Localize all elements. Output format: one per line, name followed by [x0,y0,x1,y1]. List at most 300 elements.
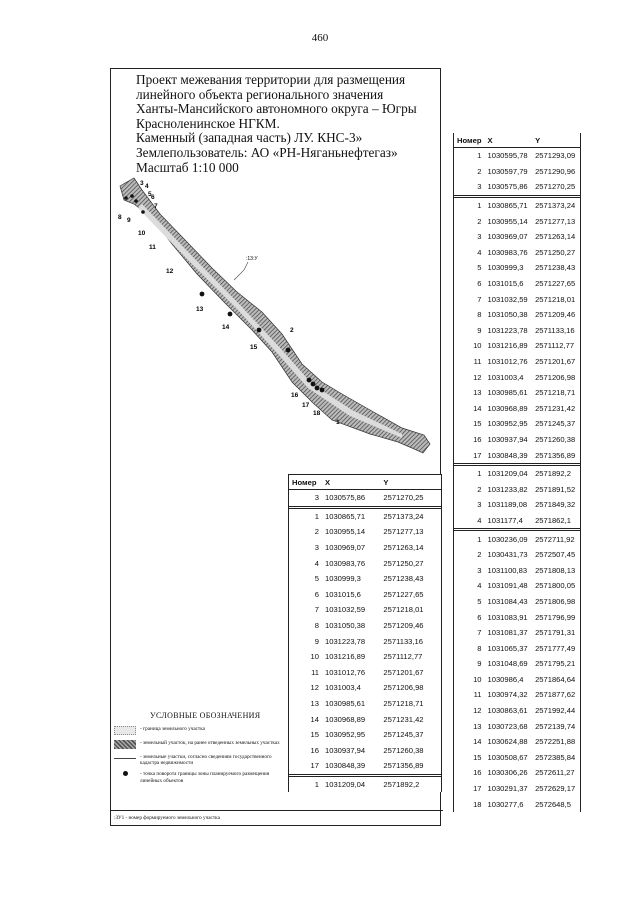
boundary-symbol-icon [114,726,136,735]
cell-number: 13 [473,388,482,398]
legend-item-text: - земельные участки, согласно сведениям государственного кадастра недвижимости [140,754,272,767]
cell-y: 2571277,13 [383,527,424,537]
table-row [454,196,580,213]
table-row [454,765,580,781]
cell-x: 1031209,04 [325,779,366,789]
map-title [136,73,436,175]
cell-x: 1030595,78 [487,151,528,161]
point-label: 5 [148,191,152,198]
title-line: Проект межевания территории для размещения [136,72,406,87]
cell-y: 2571206,98 [535,372,576,382]
title-line: Каменный (западная часть) ЛУ. КНС-3» [136,130,363,146]
column-header: Y [380,475,441,490]
cell-y: 2572251,88 [535,737,576,747]
turn-point-symbol-icon [114,771,136,780]
cell-x: 1030974,32 [487,690,528,700]
cell-y: 2571206,98 [383,683,424,693]
cell-x: 1030624,88 [487,737,528,747]
cell-number: 3 [477,182,482,192]
cell-y: 2571892,2 [383,779,420,789]
point-marker [228,312,233,317]
cell-number: 10 [310,652,319,662]
point-label: 10 [138,230,146,237]
cell-y: 2571892,2 [535,469,571,479]
cell-x: 1030508,67 [487,752,528,762]
cell-y: 2571238,43 [383,574,424,584]
table-row [454,338,580,354]
cell-y: 2571209,46 [383,621,424,631]
table-row [289,571,441,587]
cell-x: 1031048,69 [487,659,528,669]
cell-number: 7 [477,628,482,638]
table-row [289,649,441,665]
cell-y: 2571373,24 [535,201,576,211]
cell-number: 5 [477,263,482,273]
table-row [454,164,580,180]
cell-y: 2571133,16 [383,636,423,646]
cell-number: 12 [473,372,482,382]
cell-number: 2 [477,166,482,176]
cell-number: 3 [314,493,319,503]
cell-number: 18 [473,799,482,809]
table-row [289,490,441,508]
cell-number: 1 [314,779,319,789]
map-drawing [112,172,442,462]
cell-x: 1031216,89 [487,341,528,351]
cell-x: 1030983,76 [325,558,366,568]
table-row [289,711,441,727]
table-row [289,507,441,524]
cell-number: 4 [314,558,319,568]
cell-number: 10 [473,674,482,684]
cell-x: 1030955,14 [325,527,366,537]
point-marker [307,378,312,383]
point-marker [141,210,145,214]
table-row [454,547,580,563]
table-row [454,640,580,656]
cell-x: 1030986,4 [487,674,524,684]
cell-number: 12 [310,683,319,693]
cell-x: 1030968,89 [325,714,366,724]
cell-x: 1030952,95 [487,419,528,429]
point-label: 16 [291,392,299,399]
cell-x: 1030597,79 [487,166,528,176]
cell-x: 1030575,86 [487,182,528,192]
cell-number: 11 [473,690,482,700]
cell-x: 1030955,14 [487,216,528,226]
cell-y: 2571263,14 [383,543,424,553]
cell-number: 14 [473,403,482,413]
cell-number: 9 [314,636,319,646]
cell-y: 2571796,99 [535,612,576,622]
cell-x: 1031177,4 [487,515,523,525]
cell-y: 2571250,27 [535,247,576,257]
table-row [289,633,441,649]
cell-x: 1031216,89 [325,652,366,662]
legend-item-text: - точка поворота границы зоны планируемого размещения линейных объектов [140,771,270,784]
cell-x: 1031015,6 [325,589,361,599]
point-label: 17 [302,402,310,409]
cell-number: 14 [310,714,319,724]
table-row [454,796,580,812]
cell-number: 1 [477,201,482,211]
legend-item [114,754,284,766]
table-row [454,481,580,497]
table-row [454,307,580,323]
cell-x: 1031003,4 [487,372,524,382]
cell-y: 2571877,62 [535,690,576,700]
table-row [454,401,580,417]
cell-y: 2571290,96 [535,166,576,176]
legend-item-text: - земельный участок, на ранее отведенных земельных участках [140,740,280,746]
point-marker [311,382,316,387]
coords-table [289,475,441,792]
cell-y: 2572507,45 [535,550,576,560]
point-label: 14 [222,324,230,331]
table-row [454,276,580,292]
cell-y: 2571795,21 [535,659,576,669]
table-row [454,703,580,719]
cell-y: 2571356,89 [383,761,424,771]
title-line: Красноленинское НГКМ. [136,115,280,131]
cell-y: 2571250,27 [383,558,424,568]
callout-label: :13:У [246,256,258,262]
point-marker [320,388,325,393]
table-row [454,369,580,385]
cell-number: 4 [477,515,482,525]
cell-number: 15 [473,419,482,429]
cell-x: 1030999,3 [487,263,524,273]
table-row [454,750,580,766]
cell-y: 2571862,1 [535,515,571,525]
cell-x: 1030985,61 [487,388,528,398]
cell-number: 16 [310,745,319,755]
cell-y: 2571218,71 [383,699,424,709]
cell-y: 2571864,64 [535,674,576,684]
coordinates-table-right [453,133,581,812]
coords-table [454,133,580,812]
cell-number: 14 [473,737,482,747]
cell-y: 2571800,05 [535,581,576,591]
cell-number: 6 [314,589,319,599]
cell-number: 17 [473,450,482,460]
pipeline-corridor [120,178,430,453]
cell-x: 1030236,09 [487,534,528,544]
cell-y: 2571791,31 [535,628,576,638]
cell-x: 1031091,48 [487,581,528,591]
table-row [454,291,580,307]
table-row [289,758,441,775]
cell-x: 1030952,95 [325,730,366,740]
column-header: Номер [454,133,485,148]
table-row [454,625,580,641]
legend-item [114,771,284,783]
legend-item-text: - граница земельного участка [140,726,205,732]
legend-parcel-number [111,810,443,821]
cell-number: 16 [473,768,482,778]
column-header: Y [532,133,580,148]
cell-y: 2571112,77 [535,341,575,351]
cell-y: 2571293,09 [535,151,576,161]
cell-y: 2572611,27 [535,768,575,778]
point-label: 7 [154,203,158,210]
cell-y: 2571209,46 [535,310,576,320]
table-row [454,594,580,610]
cell-y: 2572711,92 [535,534,575,544]
table-row [289,524,441,540]
cell-x: 1031084,43 [487,596,528,606]
cell-number: 15 [473,752,482,762]
cell-number: 1 [477,469,482,479]
cell-x: 1030969,07 [325,543,366,553]
cell-x: 1030865,71 [487,201,528,211]
cell-y: 2572385,84 [535,752,576,762]
cell-y: 2571245,37 [383,730,424,740]
cell-x: 1030937,94 [487,434,528,444]
table-row [289,602,441,618]
cell-y: 2571231,42 [383,714,424,724]
table-row [454,734,580,750]
cell-y: 2571849,32 [535,500,576,510]
cell-x: 1031100,83 [487,565,528,575]
cell-number: 1 [314,511,319,521]
legend-item [114,726,284,735]
page-number: 460 [311,32,329,44]
cell-y: 2571992,44 [535,706,576,716]
table-row [454,497,580,513]
cell-x: 1031012,76 [487,357,528,367]
table-row [289,696,441,712]
point-marker [134,199,138,203]
table-row [454,179,580,196]
cell-x: 1030969,07 [487,232,528,242]
cadastral-line-symbol-icon [114,758,136,759]
table-row [454,148,580,164]
cell-y: 2571218,01 [383,605,424,615]
point-marker [124,196,128,200]
cell-number: 17 [310,761,319,771]
cell-x: 1030575,86 [325,493,366,503]
table-row [454,513,580,530]
cell-x: 1031065,37 [487,643,528,653]
point-label: 8 [118,214,122,221]
table-row [454,229,580,245]
cell-x: 1031032,59 [487,294,528,304]
column-header: X [322,475,380,490]
table-row [454,354,580,370]
cell-x: 1031081,37 [487,628,528,638]
cell-x: 1030937,94 [325,745,366,755]
table-row [289,743,441,759]
cell-number: 3 [477,565,482,575]
cell-y: 2571808,13 [535,565,576,575]
table-header-row [289,475,441,490]
table-row [454,656,580,672]
cell-y: 2571231,42 [535,403,576,413]
table-row [454,530,580,547]
point-label: 13 [196,306,204,313]
cell-number: 3 [477,232,482,242]
table-row [454,609,580,625]
point-marker [286,348,291,353]
cell-number: 7 [477,294,482,304]
cell-y: 2571218,71 [535,388,576,398]
cell-y: 2571112,77 [383,652,423,662]
table-row [289,775,441,792]
title-line: Землепользователь: АО «РН-Няганьнефтегаз» [136,144,398,160]
cell-number: 13 [310,699,319,709]
cell-y: 2571356,89 [535,450,576,460]
table-header-row [454,133,580,148]
cell-x: 1031032,59 [325,605,366,615]
cell-number: 12 [473,706,482,716]
table-row [454,432,580,448]
cell-number: 2 [477,484,482,494]
cell-y: 2571133,16 [535,325,575,335]
cell-number: 6 [477,279,482,289]
cell-x: 1031189,08 [487,500,528,510]
cell-x: 1030865,71 [325,511,366,521]
cell-x: 1030723,68 [487,721,528,731]
cell-x: 1030983,76 [487,247,528,257]
table-row [289,587,441,603]
point-label: 1 [336,419,340,426]
cell-number: 1 [477,151,482,161]
table-row [454,672,580,688]
cell-x: 1031050,38 [325,621,366,631]
point-marker [257,328,262,333]
cell-number: 11 [311,667,319,677]
cell-y: 2571201,67 [535,357,576,367]
coordinates-table-center [288,474,442,792]
table-row [454,781,580,797]
hatched-parcel-symbol-icon [114,740,136,749]
table-row [454,687,580,703]
cell-number: 2 [477,216,482,226]
cell-number: 13 [473,721,482,731]
title-line: Ханты-Мансийского автономного округа – Югры [136,101,417,117]
cell-number: 2 [314,527,319,537]
cell-y: 2571373,24 [383,511,424,521]
title-line: линейного объекта регионального значения [136,86,384,102]
cell-number: 7 [314,605,319,615]
point-label: 2 [290,327,294,334]
cell-y: 2571227,65 [383,589,424,599]
cell-number: 8 [477,310,482,320]
cell-x: 1030863,61 [487,706,528,716]
cell-number: 6 [477,612,482,622]
cell-x: 1030985,61 [325,699,366,709]
table-row [454,718,580,734]
point-label: 6 [151,194,155,201]
table-row [454,447,580,464]
table-row [454,464,580,481]
cell-y: 2571277,13 [535,216,576,226]
table-row [454,385,580,401]
table-row [454,323,580,339]
table-row [454,416,580,432]
cell-y: 2571260,38 [535,434,576,444]
table-row [454,260,580,276]
cell-y: 2571227,65 [535,279,576,289]
cell-x: 1030848,39 [487,450,528,460]
cell-number: 10 [473,341,482,351]
cell-y: 2571201,67 [383,667,424,677]
cell-y: 2572139,74 [535,721,576,731]
title-line: Масштаб 1:10 000 [136,159,239,175]
cell-x: 1030306,26 [487,768,528,778]
cell-number: 2 [477,550,482,560]
cell-x: 1031003,4 [325,683,361,693]
cell-number: 5 [477,596,482,606]
cell-y: 2571245,37 [535,419,576,429]
cell-number: 11 [473,357,482,367]
table-row [289,665,441,681]
cell-y: 2571260,38 [383,745,424,755]
point-label: 3 [140,180,144,187]
table-row [289,540,441,556]
table-row [289,727,441,743]
point-marker [130,194,134,198]
cell-number: 3 [477,500,482,510]
point-label: 9 [127,217,131,224]
legend-item [114,740,284,749]
table-row [454,562,580,578]
cell-number: 1 [477,534,482,544]
cell-x: 1030291,37 [487,784,528,794]
cell-y: 2571777,49 [535,643,576,653]
point-marker [315,386,320,391]
parcel-number-symbol: :ЗУ1 [114,815,125,821]
cell-number: 3 [314,543,319,553]
column-header: Номер [289,475,322,490]
cell-number: 9 [477,325,482,335]
cell-x: 1031233,82 [487,484,528,494]
cell-x: 1031223,78 [487,325,528,335]
cell-x: 1031223,78 [325,636,366,646]
cell-y: 2571270,25 [383,493,424,503]
cell-y: 2572629,17 [535,784,576,794]
cell-y: 2571270,25 [535,182,576,192]
cell-x: 1030431,73 [487,550,528,560]
table-row [454,578,580,594]
cell-y: 2571806,98 [535,596,576,606]
callout-leader [234,262,248,280]
table-row [289,680,441,696]
legend [114,711,284,789]
table-row [289,618,441,634]
cell-y: 2571218,01 [535,294,576,304]
point-label: 12 [166,268,174,275]
cell-number: 8 [314,621,319,631]
point-label: 4 [145,183,149,190]
legend-title: УСЛОВНЫЕ ОБОЗНАЧЕНИЯ [150,711,261,720]
cell-number: 4 [477,247,482,257]
point-marker [200,292,205,297]
cell-x: 1030848,39 [325,761,366,771]
cell-number: 8 [477,643,482,653]
cell-number: 4 [477,581,482,591]
cell-x: 1031083,91 [487,612,528,622]
cell-y: 2571238,43 [535,263,576,273]
table-row [454,213,580,229]
cell-x: 1030968,89 [487,403,528,413]
cell-number: 15 [310,730,319,740]
cell-number: 16 [473,434,482,444]
cell-x: 1031209,04 [487,469,528,479]
cell-x: 1030277,6 [487,799,524,809]
cell-x: 1030999,3 [325,574,361,584]
